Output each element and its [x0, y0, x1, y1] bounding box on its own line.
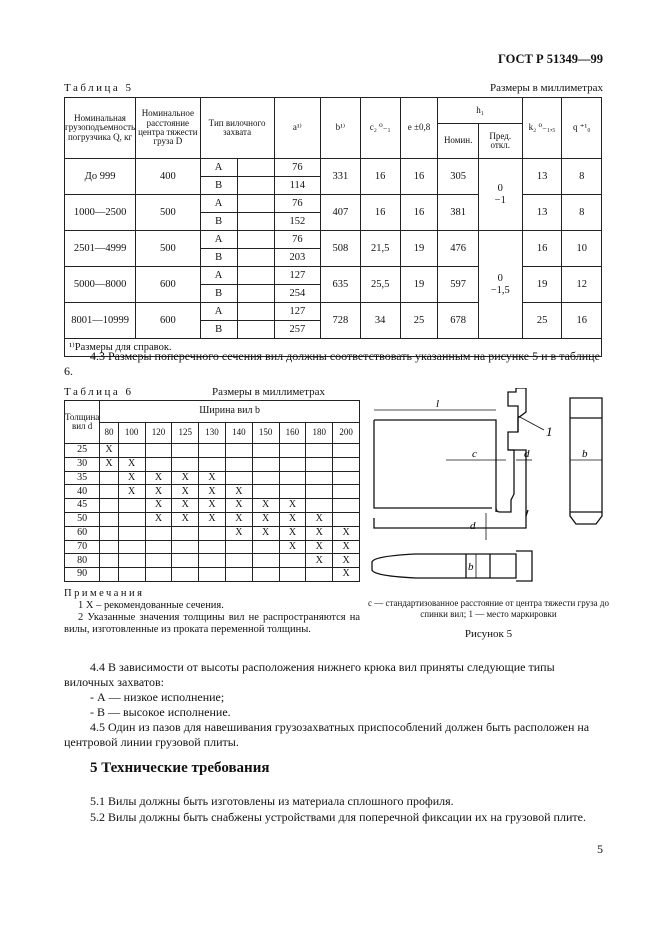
table6-units: Размеры в миллиметрах: [212, 386, 325, 398]
t6-recommended-mark: X: [225, 485, 252, 499]
t6-empty-cell: [225, 457, 252, 471]
t6-empty-cell: [333, 444, 360, 458]
t5-q: 10: [562, 231, 602, 267]
t6-width-col: 160: [279, 422, 306, 444]
t5-k2: 25: [522, 303, 562, 339]
t6-empty-cell: [118, 568, 145, 582]
t5-a: 203: [274, 249, 320, 267]
t6-recommended-mark: X: [100, 444, 118, 458]
figure5-title: Рисунок 5: [464, 628, 513, 640]
th-h1: h₁: [438, 98, 522, 124]
t5-capacity: До 999: [65, 159, 136, 195]
t6-empty-cell: [225, 471, 252, 485]
t5-e: 16: [400, 159, 438, 195]
t6-empty-cell: [100, 554, 118, 568]
t5-h-nom: 678: [438, 303, 478, 339]
t6-recommended-mark: X: [225, 499, 252, 513]
t5-h-nom: 597: [438, 267, 478, 303]
t6-empty-cell: [199, 568, 226, 582]
t5-c2: 16: [360, 195, 400, 231]
t5-h-nom: 305: [438, 159, 478, 195]
item-a: - А — низкое исполнение;: [90, 690, 225, 704]
t5-a: 76: [274, 159, 320, 177]
dim-d-top: d: [524, 448, 530, 460]
t5-capacity: 1000—2500: [65, 195, 136, 231]
t6-empty-cell: [306, 444, 333, 458]
th-q1: q ⁺¹₀: [562, 98, 602, 159]
table5-footnote: ¹⁾Размеры для справок.: [65, 339, 602, 357]
t5-capacity: 2501—4999: [65, 231, 136, 267]
t6-recommended-mark: X: [306, 540, 333, 554]
t6-empty-cell: [333, 485, 360, 499]
t6-thickness: 35: [65, 471, 100, 485]
t5-type: B: [200, 213, 237, 231]
t6-recommended-mark: X: [100, 457, 118, 471]
t5-type: A: [200, 195, 237, 213]
t5-e: 19: [400, 231, 438, 267]
t6-empty-cell: [145, 444, 172, 458]
t6-thickness: 70: [65, 540, 100, 554]
t6-recommended-mark: X: [333, 554, 360, 568]
t6-empty-cell: [225, 554, 252, 568]
t6-empty-cell: [306, 568, 333, 582]
dim-c: c: [472, 448, 477, 460]
page-number: 5: [597, 842, 603, 856]
t6-width-header: Ширина вил b: [100, 401, 360, 423]
t6-thickness: 25: [65, 444, 100, 458]
t6-recommended-mark: X: [199, 485, 226, 499]
t5-type-spacer: [237, 195, 274, 213]
section-5-title: 5 Технические требования: [90, 760, 270, 776]
table5: [64, 97, 602, 357]
th-e: e ±0,8: [400, 98, 438, 159]
t5-type: B: [200, 321, 237, 339]
t6-empty-cell: [252, 568, 279, 582]
para-4-3: 4.3 Размеры поперечного сечения вил должны соответствовать указанным на рисунке 5 и в таблице 6.: [64, 349, 600, 378]
t6-width-col: 120: [145, 422, 172, 444]
t5-a: 152: [274, 213, 320, 231]
t6-empty-cell: [279, 568, 306, 582]
t6-recommended-mark: X: [225, 512, 252, 526]
t5-type-spacer: [237, 213, 274, 231]
t6-width-col: 80: [100, 422, 118, 444]
t6-empty-cell: [172, 444, 199, 458]
t6-empty-cell: [306, 499, 333, 513]
th-q: Номинальная грузоподъемность погрузчика Q, кг: [65, 98, 136, 159]
t5-distance: 600: [136, 267, 200, 303]
t6-empty-cell: [306, 485, 333, 499]
t5-type-spacer: [237, 177, 274, 195]
t5-e: 16: [400, 195, 438, 231]
t5-e: 19: [400, 267, 438, 303]
t6-recommended-mark: X: [279, 512, 306, 526]
t6-thickness-header: Толщина вил d: [65, 401, 100, 444]
t6-recommended-mark: X: [333, 526, 360, 540]
t6-empty-cell: [225, 540, 252, 554]
t6-empty-cell: [199, 554, 226, 568]
t5-type: B: [200, 249, 237, 267]
t6-thickness: 40: [65, 485, 100, 499]
t5-q: 8: [562, 159, 602, 195]
t5-a: 76: [274, 231, 320, 249]
para-4-5: 4.5 Один из пазов для навешивания грузозахватных приспособлений должен быть расположен на центровой линии грузовой плиты.: [64, 720, 590, 749]
t6-recommended-mark: X: [252, 512, 279, 526]
t5-type-spacer: [237, 321, 274, 339]
t5-b: 331: [321, 159, 361, 195]
t6-recommended-mark: X: [279, 526, 306, 540]
t5-c2: 16: [360, 159, 400, 195]
t6-thickness: 80: [65, 554, 100, 568]
t6-recommended-mark: X: [306, 526, 333, 540]
t5-a: 127: [274, 267, 320, 285]
t6-recommended-mark: X: [333, 568, 360, 582]
t6-empty-cell: [333, 457, 360, 471]
table6-notes: [64, 588, 360, 636]
t6-empty-cell: [145, 540, 172, 554]
t5-a: 114: [274, 177, 320, 195]
th-b: b¹⁾: [321, 98, 361, 159]
t6-empty-cell: [333, 499, 360, 513]
t5-k2: 16: [522, 231, 562, 267]
t6-empty-cell: [118, 526, 145, 540]
t6-empty-cell: [252, 540, 279, 554]
para-5-2: 5.2 Вилы должны быть снабжены устройствами для поперечной фиксации их на грузовой плите.: [90, 810, 586, 824]
t6-empty-cell: [100, 568, 118, 582]
t6-recommended-mark: X: [145, 499, 172, 513]
para-4-4: 4.4 В зависимости от высоты расположения нижнего крюка вил приняты следующие типы вилочных захватов:: [64, 660, 555, 689]
t6-recommended-mark: X: [279, 499, 306, 513]
t5-a: 254: [274, 285, 320, 303]
t5-capacity: 8001—10999: [65, 303, 136, 339]
t6-empty-cell: [172, 457, 199, 471]
t6-recommended-mark: X: [172, 471, 199, 485]
t5-distance: 600: [136, 303, 200, 339]
t6-empty-cell: [199, 444, 226, 458]
t6-recommended-mark: X: [252, 526, 279, 540]
t5-b: 508: [321, 231, 361, 267]
t6-thickness: 30: [65, 457, 100, 471]
t6-recommended-mark: X: [145, 485, 172, 499]
t5-distance: 500: [136, 231, 200, 267]
t6-empty-cell: [279, 471, 306, 485]
t5-q: 8: [562, 195, 602, 231]
t5-c2: 25,5: [360, 267, 400, 303]
t5-e: 25: [400, 303, 438, 339]
t5-type-spacer: [237, 231, 274, 249]
t5-b: 635: [321, 267, 361, 303]
th-c2: c₂ ⁰₋₁: [360, 98, 400, 159]
t6-empty-cell: [145, 457, 172, 471]
t5-k2: 13: [522, 159, 562, 195]
t6-recommended-mark: X: [118, 471, 145, 485]
t5-type-spacer: [237, 267, 274, 285]
table5-units: Размеры в миллиметрах: [490, 82, 603, 94]
t6-empty-cell: [306, 457, 333, 471]
t6-recommended-mark: X: [199, 471, 226, 485]
t6-recommended-mark: X: [306, 554, 333, 568]
t5-type: A: [200, 159, 237, 177]
t6-recommended-mark: X: [118, 485, 145, 499]
t6-empty-cell: [145, 554, 172, 568]
t6-empty-cell: [279, 554, 306, 568]
figure5-caption: c — стандартизованное расстояние от центра тяжести груза до спинки вил; 1 — место маркировки: [367, 598, 609, 619]
t5-a: 257: [274, 321, 320, 339]
dim-b-section: b: [582, 448, 588, 460]
t6-recommended-mark: X: [199, 499, 226, 513]
t6-recommended-mark: X: [333, 540, 360, 554]
note-1: 1 X – рекомендованные сечения.: [78, 600, 224, 611]
t6-recommended-mark: X: [199, 512, 226, 526]
t5-q: 16: [562, 303, 602, 339]
marking-callout: 1: [546, 424, 553, 439]
t5-type: A: [200, 303, 237, 321]
t6-empty-cell: [145, 526, 172, 540]
dim-d-side: d: [470, 520, 476, 532]
table5-title: Таблица 5: [64, 82, 134, 94]
t6-recommended-mark: X: [172, 485, 199, 499]
t6-empty-cell: [252, 485, 279, 499]
t6-empty-cell: [333, 512, 360, 526]
note-2: 2 Указанные значения толщины вил не распространяются на вилы, изготовленные из проката переменной толщины.: [64, 612, 360, 635]
t6-empty-cell: [199, 526, 226, 540]
th-nom: Номин.: [438, 124, 478, 159]
t6-empty-cell: [100, 499, 118, 513]
t6-empty-cell: [333, 471, 360, 485]
t6-empty-cell: [279, 444, 306, 458]
t5-type: B: [200, 177, 237, 195]
t6-empty-cell: [118, 444, 145, 458]
t5-type: A: [200, 267, 237, 285]
th-a: a¹⁾: [274, 98, 320, 159]
t6-width-col: 140: [225, 422, 252, 444]
t6-empty-cell: [252, 444, 279, 458]
t6-empty-cell: [279, 485, 306, 499]
t5-distance: 400: [136, 159, 200, 195]
t6-recommended-mark: X: [145, 471, 172, 485]
t6-recommended-mark: X: [172, 499, 199, 513]
t6-empty-cell: [306, 471, 333, 485]
t6-empty-cell: [100, 512, 118, 526]
t6-width-col: 130: [199, 422, 226, 444]
t5-a: 76: [274, 195, 320, 213]
t6-width-col: 180: [306, 422, 333, 444]
t5-k2: 19: [522, 267, 562, 303]
t5-h-nom: 381: [438, 195, 478, 231]
t5-h-nom: 476: [438, 231, 478, 267]
notes-title: Примечания: [64, 588, 145, 599]
th-k2: k₂ ⁰₋₁,₅: [522, 98, 562, 159]
t6-recommended-mark: X: [225, 526, 252, 540]
t5-capacity: 5000—8000: [65, 267, 136, 303]
t5-type-spacer: [237, 249, 274, 267]
t6-empty-cell: [172, 540, 199, 554]
table6: [64, 400, 360, 582]
t5-type: B: [200, 285, 237, 303]
item-b: - В — высокое исполнение.: [90, 705, 231, 719]
t6-empty-cell: [279, 457, 306, 471]
t6-empty-cell: [118, 554, 145, 568]
t5-type-spacer: [237, 303, 274, 321]
t6-empty-cell: [252, 554, 279, 568]
t6-empty-cell: [118, 499, 145, 513]
t6-recommended-mark: X: [279, 540, 306, 554]
t6-empty-cell: [172, 554, 199, 568]
t6-recommended-mark: X: [145, 512, 172, 526]
t5-a: 127: [274, 303, 320, 321]
th-d: Номинальное расстояние центра тяжести груза D: [136, 98, 200, 159]
t6-empty-cell: [199, 540, 226, 554]
t6-empty-cell: [100, 540, 118, 554]
t6-width-col: 150: [252, 422, 279, 444]
t5-distance: 500: [136, 195, 200, 231]
t5-c2: 34: [360, 303, 400, 339]
document-id: ГОСТ Р 51349—99: [497, 52, 603, 66]
t6-empty-cell: [100, 471, 118, 485]
t6-empty-cell: [252, 471, 279, 485]
t5-type-spacer: [237, 159, 274, 177]
t6-empty-cell: [225, 568, 252, 582]
t6-width-col: 125: [172, 422, 199, 444]
dim-b-tip: b: [468, 561, 474, 573]
t5-b: 728: [321, 303, 361, 339]
t6-thickness: 45: [65, 499, 100, 513]
t5-k2: 13: [522, 195, 562, 231]
t5-h-pred: 0 −1,5: [478, 231, 522, 339]
table6-title: Таблица 6: [64, 386, 134, 398]
t6-empty-cell: [172, 568, 199, 582]
t5-b: 407: [321, 195, 361, 231]
t6-empty-cell: [100, 485, 118, 499]
t6-empty-cell: [118, 512, 145, 526]
para-5-1: 5.1 Вилы должны быть изготовлены из материала сплошного профиля.: [90, 794, 454, 808]
t6-thickness: 60: [65, 526, 100, 540]
t6-empty-cell: [100, 526, 118, 540]
t6-empty-cell: [172, 526, 199, 540]
t6-thickness: 50: [65, 512, 100, 526]
t6-thickness: 90: [65, 568, 100, 582]
t6-empty-cell: [199, 457, 226, 471]
th-type: Тип вилочного захвата: [200, 98, 274, 159]
t5-c2: 21,5: [360, 231, 400, 267]
t5-h-pred: 0 −1: [478, 159, 522, 231]
t6-empty-cell: [252, 457, 279, 471]
t6-empty-cell: [145, 568, 172, 582]
t6-recommended-mark: X: [306, 512, 333, 526]
t6-width-col: 100: [118, 422, 145, 444]
t5-type: A: [200, 231, 237, 249]
t5-q: 12: [562, 267, 602, 303]
dim-l: l: [436, 398, 440, 410]
figure5-drawing: [366, 388, 611, 593]
t6-recommended-mark: X: [172, 512, 199, 526]
t6-recommended-mark: X: [118, 457, 145, 471]
t5-type-spacer: [237, 285, 274, 303]
t6-width-col: 200: [333, 422, 360, 444]
t6-empty-cell: [225, 444, 252, 458]
t6-empty-cell: [118, 540, 145, 554]
t6-recommended-mark: X: [252, 499, 279, 513]
th-pred: Пред. откл.: [478, 124, 522, 159]
